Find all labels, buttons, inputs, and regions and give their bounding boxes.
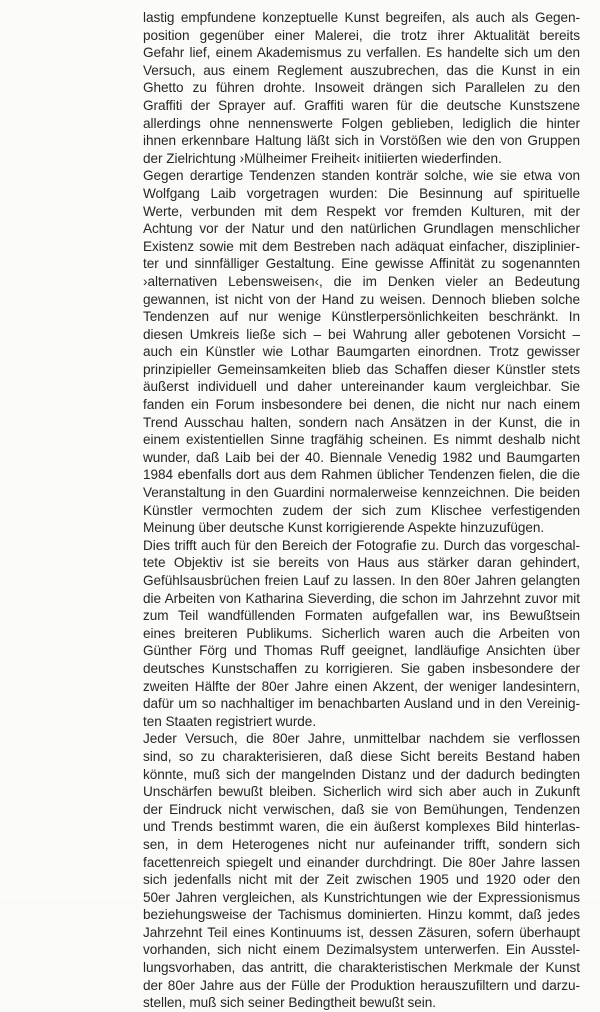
text-line: Graffiti der Sprayer auf. Graffiti waren für die deutsche Kunstszene bbox=[143, 97, 580, 113]
text-line: Existenz sowie mit dem Bestreben nach adäquat einfacher, disziplinier- bbox=[143, 238, 580, 254]
text-line: position gegenüber einer Malerei, die trotz ihrer Aktualität bereits bbox=[143, 27, 580, 43]
text-line: ihnen erkennbare Haltung läßt sich in Vorstößen wie den von Gruppen bbox=[143, 133, 580, 149]
text-line: Meinung über deutsche Kunst korrigierende Aspekte hinzuzufügen. bbox=[143, 520, 545, 536]
text-line: Wolfgang Laib vorgetragen wurden: Die Besinnung auf spirituelle bbox=[143, 185, 580, 201]
paragraph bbox=[143, 537, 580, 731]
text-line: Jeder Versuch, die 80er Jahre, unmittelbar nachdem sie verflossen bbox=[143, 731, 580, 747]
text-line: Unschärfen bewußt bleiben. Sicherlich wird sich aber auch in Zukunft bbox=[143, 784, 580, 800]
text-line: könnte, muß sich der mangelnden Distanz und der dadurch bedingten bbox=[143, 766, 580, 782]
text-line: lastig empfundene konzeptuelle Kunst begreifen, als auch als Gegen- bbox=[143, 10, 580, 25]
text-line: Ghetto zu führen drohte. Insoweit drängen sich Parallelen zu den bbox=[143, 80, 580, 96]
paragraph bbox=[143, 9, 580, 167]
text-line: sen, in dem Heterogenes nicht nur aufeinander trifft, sondern sich bbox=[143, 836, 580, 852]
text-line: Günther Förg und Thomas Ruff geeignet, landläufige Ansichten über bbox=[143, 643, 580, 659]
text-line: deutsches Kunstschaffen zu korrigieren. Sie gaben insbesondere der bbox=[143, 660, 580, 676]
text-line: stellen, muß sich seiner Bedingtheit bewußt sein. bbox=[143, 995, 436, 1011]
text-line: Veranstaltung in den Guardini normalerweise kennzeichnen. Die beiden bbox=[143, 485, 580, 501]
text-line: Dies trifft auch für den Bereich der Fotografie zu. Durch das vorgeschal- bbox=[143, 537, 580, 553]
text-line: zum Teil wandfüllenden Formaten aufgefallen war, ins Bewußtsein bbox=[143, 608, 580, 624]
text-line: Tendenzen auf nur wenige Künstlerpersönlichkeiten beschränkt. In bbox=[143, 309, 580, 325]
text-line: Versuch, aus einem Reglement auszubrechen, das die Kunst in ein bbox=[143, 62, 580, 78]
text-line: zweiten Hälfte der 80er Jahre einen Akzent, der weniger landesintern, bbox=[143, 678, 580, 694]
text-line: der Zielrichtung ›Mülheimer Freiheit‹ initiierten wiederfinden. bbox=[143, 150, 502, 166]
text-line: Achtung vor der Natur und den natürlichen Grundlagen menschlicher bbox=[143, 221, 580, 237]
text-line: sind, so zu charakterisieren, daß diese Sicht bereits Bestand haben bbox=[143, 748, 580, 764]
text-line: facettenreich spiegelt und einander durchdringt. Die 80er Jahre lassen bbox=[143, 854, 580, 870]
text-line: wunder, daß Laib bei der 40. Biennale Venedig 1982 und Baumgarten bbox=[143, 449, 580, 465]
text-line: fanden ein Forum insbesondere bei denen, die nicht nur nach einem bbox=[143, 397, 580, 413]
text-line: Gefahr lief, einem Akademismus zu verfallen. Es handelte sich um den bbox=[143, 45, 580, 61]
text-line: der 80er Jahre aus der Fülle der Produktion herauszufiltern und darzu- bbox=[143, 977, 580, 993]
text-line: beziehungsweise der Tachismus dominierten. Hinzu kommt, daß jedes bbox=[143, 907, 580, 923]
text-line: Jahrzehnt Teil eines Kontinuums ist, dessen Zäsuren, sofern überhaupt bbox=[143, 924, 580, 940]
text-line: 1984 ebenfalls dort aus dem Rahmen üblicher Tendenzen fielen, die die bbox=[143, 467, 580, 483]
text-line: äußerst individuell und daher untereinander kaum vergleichbar. Sie bbox=[143, 379, 580, 395]
text-line: gewannen, ist nicht von der Hand zu weisen. Dennoch blieben solche bbox=[143, 291, 580, 307]
text-line: ›alternativen Lebensweisen‹, die im Denken vieler an Bedeutung bbox=[143, 273, 580, 289]
text-line: eines breiteren Publikums. Sicherlich waren auch die Arbeiten von bbox=[143, 625, 580, 641]
text-line: ten Staaten registriert wurde. bbox=[143, 713, 317, 729]
text-line: der Eindruck nicht verwischen, daß sie von Bemühungen, Tendenzen bbox=[143, 801, 580, 817]
text-line: vorhanden, sich nicht einem Dezimalsystem unterwerfen. Ein Ausstel- bbox=[143, 942, 580, 958]
text-line: Trend Ausschau halten, sondern nach Ansätzen in der Kunst, die in bbox=[143, 414, 580, 430]
paragraph bbox=[143, 730, 580, 1012]
text-line: ter und sinnfälliger Gestaltung. Eine gewisse Affinität zu sogenannten bbox=[143, 256, 580, 272]
paragraph bbox=[143, 167, 580, 536]
text-line: sich jedenfalls nicht mit der Zeit zwischen 1905 und 1920 oder den bbox=[143, 872, 580, 888]
text-line: Werte, verbunden mit dem Respekt vor fremden Kulturen, mit der bbox=[143, 203, 580, 219]
text-line: einem existentiellen Sinne tragfähig scheinen. Es nimmt deshalb nicht bbox=[143, 432, 580, 448]
text-line: allerdings ohne nennenswerte Folgen geblieben, lediglich die hinter bbox=[143, 115, 580, 131]
text-line: und Trends bestimmt waren, die ein äußerst komplexes Bild hinterlas- bbox=[143, 819, 580, 835]
text-line: Künstler vermochten zudem der sich zum Klischee verfestigenden bbox=[143, 502, 580, 518]
text-line: 50er Jahren vergleichen, als Kunstrichtungen wie der Expressionismus bbox=[143, 889, 580, 905]
text-line: prinzipieller Gemeinsamkeiten blieb das Schaffen dieser Künstler stets bbox=[143, 361, 580, 377]
text-line: dafür um so nachhaltiger im benachbarten Ausland und in den Vereinig- bbox=[143, 696, 580, 712]
text-line: Gegen derartige Tendenzen standen konträr solche, wie sie etwa von bbox=[143, 168, 580, 184]
text-line: auch ein Künstler wie Lothar Baumgarten einordnen. Trotz gewisser bbox=[143, 344, 580, 360]
text-line: die Arbeiten von Katharina Sieverding, die schon im Jahrzehnt zuvor mit bbox=[143, 590, 580, 606]
body-text-column bbox=[143, 9, 580, 1012]
text-line: tete Objektiv ist sie bereits von Haus aus stärker daran gehindert, bbox=[143, 555, 580, 571]
text-line: diesen Umkreis ließe sich – bei Wahrung aller gebotenen Vorsicht – bbox=[143, 326, 580, 342]
text-line: lungsvorhaben, das antritt, die charakteristischen Merkmale der Kunst bbox=[143, 960, 580, 976]
text-line: Gefühlsausbrüchen freien Lauf zu lassen. In den 80er Jahren gelangten bbox=[143, 573, 580, 588]
